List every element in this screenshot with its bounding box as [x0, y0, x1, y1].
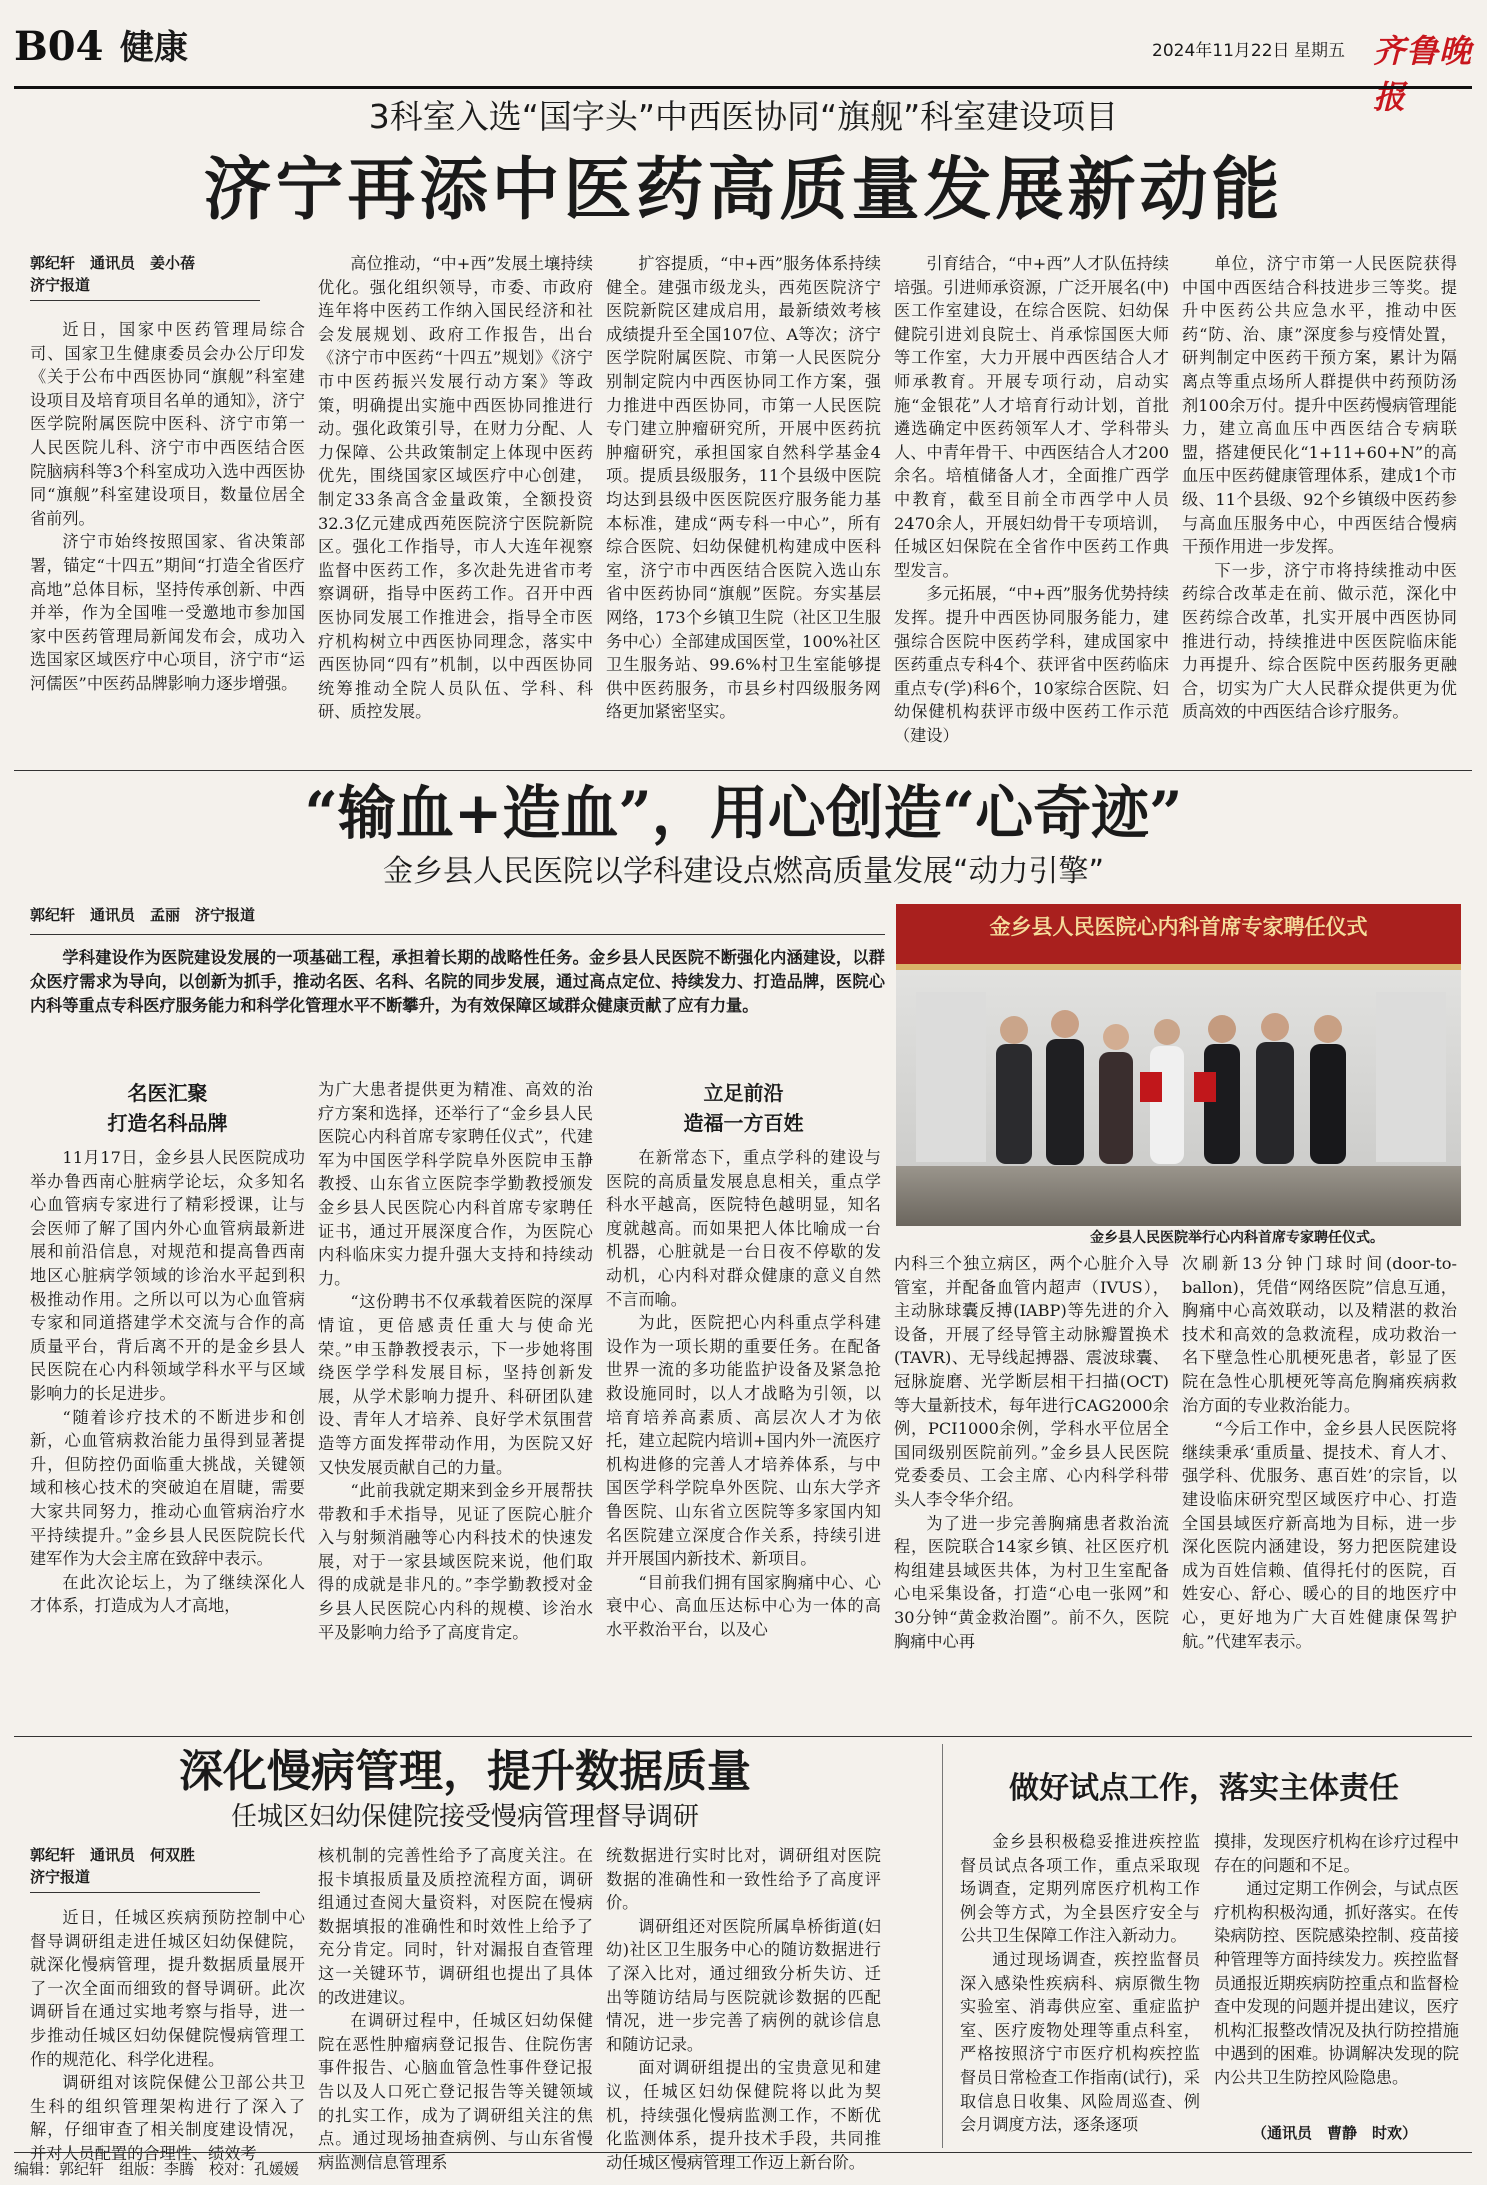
subhead-line-1: 名医汇聚: [127, 1081, 208, 1105]
paragraph: 核机制的完善性给予了高度关注。在报卡填报质量及质控流程方面，调研组通过查阅大量资料，对医院在慢病数据填报的准确性和时效性上给予了充分肯定。同时，针对漏报自查管理这一关键环节，调研组也提出了具体的改进建议。: [318, 1846, 593, 2007]
paragraph: 金乡县积极稳妥推进疾控监督员试点各项工作，重点采取现场调查，定期列席医疗机构工作例会等方式，为全县医疗安全与公共卫生保障工作注入新动力。: [960, 1832, 1200, 1946]
page-code: B04: [14, 23, 104, 70]
article3-byline: [30, 1844, 260, 1893]
paragraph: 为了进一步完善胸痛患者救治流程，医院联合14家乡镇、社区医疗机构组建县域医共体，为村卫生室配备心电采集设备，打造“心电一张网”和30分钟“黄金救治圈”。前不久，医院胸痛中心再: [894, 1513, 1169, 1651]
article2-column-3: [606, 1078, 881, 1726]
paragraph: “这份聘书不仅承载着医院的深厚情谊，更倍感责任重大与使命光荣。”申玉静教授表示，下一步她将围绕医学学科发展目标，坚持创新发展，从学术影响力提升、科研团队建设、青年人才培养、良好学术氛围营造等方面发挥带动作用，为医院又好又快发展贡献自己的力量。: [318, 1292, 593, 1477]
paragraph: 高位推动，“中+西”发展土壤持续优化。强化组织领导，市委、市政府连年将中医药工作纳入国民经济和社会发展规划、政府工作报告，出台《济宁市中医药“十四五”规划》《济宁市中医药振兴发展行动方案》等政策，明确提出实施中西医协同推进行动。强化政策引导，在财力分配、人力保障、公共政策制定上体现中医药优先，围绕国家区域医疗中心创建，制定33条高含金量政策，全额投资32.3亿元建成西苑医院济宁医院新院区。强化工作指导，市人大连年视察监督中医药工作，多次赴先进省市考察调研，指导中医药工作。召开中西医协同发展工作推进会，指导全市医疗机构树立中西医协同理念，落实中西医协同“四有”机制，以中西医协同统筹推动全院人员队伍、学科、科研、质控发展。: [318, 254, 593, 722]
article4-headline: 做好试点工作，落实主体责任: [1009, 1771, 1399, 1806]
paragraph: “此前我就定期来到金乡开展帮扶带教和手术指导，见证了医院心脏介入与射频消融等心内科技术的快速发展，对于一家县域医院来说，他们取得的成就是非凡的。”李学勤教授对金乡县人民医院心内科的规模、诊治水平及影响力给予了高度肯定。: [318, 1481, 593, 1642]
paragraph: 摸排，发现医疗机构在诊疗过程中存在的问题和不足。: [1214, 1832, 1459, 1875]
issue-date: 2024年11月22日: [1152, 41, 1290, 61]
article3-column-3: [606, 1844, 881, 2172]
article2-column-2: [318, 1078, 593, 1726]
article4-credit: （通讯员 曹静 时欢）: [1252, 2124, 1418, 2142]
article3-dateline: 济宁报道: [30, 1868, 91, 1886]
article1-dateline: 济宁报道: [30, 276, 91, 294]
paragraph: 通过定期工作例会，与试点医疗机构积极沟通，抓好落实。在传染病防控、医院感染控制、疫苗接种管理等方面持续发力。疾控监督员通报近期疾病防控重点和监督检查中发现的问题并提出建议，医疗机构汇报整改情况及执行防控措施中遇到的困难。协调解决发现的院内公共卫生防控风险隐患。: [1214, 1879, 1459, 2087]
article2-column-5: [1182, 1252, 1457, 1726]
ceremony-photo-graphic: [896, 904, 1461, 1226]
article1-kicker: 3科室入选“国字头”中西医协同“旗舰”科室建设项目: [368, 97, 1119, 136]
paragraph: 11月17日，金乡县人民医院成功举办鲁西南心脏病学论坛，众多知名心血管病专家进行了精彩授课，让与会医师了解了国内外心血管病最新进展和前沿信息，对规范和提高鲁西南地区心脏病学领域的诊治水平起到积极推动作用。之所以可以为心血管病专家和同道搭建学术交流与合作的高质量平台，背后离不开的是金乡县人民医院在心内科领域学科水平与区域影响力的长足进步。: [30, 1148, 305, 1403]
subhead-line-1: 立足前沿: [703, 1081, 784, 1105]
paragraph: 调研组对该院保健公卫部公共卫生科的组织管理架构进行了深入了解，仔细审查了相关制度建设情况，并对人员配置的合理性、绩效考: [30, 2073, 305, 2163]
paragraph: 扩容提质，“中+西”服务体系持续健全。建强市级龙头，西苑医院济宁医院新院区建成启用，最新绩效考核成绩提升至全国107位、A等次；济宁医学院附属医院、市第一人民医院分别制定院内中西医协同工作方案，强力推进中西医协同，市第一人民医院专门建立肿瘤研究所，开展中医药抗肿瘤研究，承担国家自然科学基金4项。提质县级服务，11个县级中医院均达到县级中医医院医疗服务能力基本标准，建成“两专科一中心”，所有综合医院、妇幼保健机构建成中医科室，济宁市中西医结合医院入选山东省中医药协同“旗舰”医院。夯实基层网络，173个乡镇卫生院（社区卫生服务中心）全部建成国医堂，100%社区卫生服务站、99.6%村卫生室能够提供中医药服务，市县乡村四级服务网络更加紧密坚实。: [606, 254, 881, 722]
article3-headline: 深化慢病管理，提升数据质量: [179, 1746, 751, 1797]
paragraph: 在新常态下，重点学科的建设与医院的高质量发展息息相关，重点学科水平越高，医院特色越明显，知名度就越高。而如果把人体比喻成一台机器，心脏就是一台日夜不停歇的发动机，心内科对群众健康的意义自然不言而喻。: [606, 1148, 881, 1309]
photo-banner-text: 金乡县人民医院心内科首席专家聘任仪式: [989, 915, 1368, 939]
paragraph: 在此次论坛上，为了继续深化人才体系，打造成为人才高地，: [30, 1572, 305, 1616]
article2-column-4: [894, 1252, 1169, 1726]
article1-column-4: [894, 252, 1169, 764]
paragraph: “目前我们拥有国家胸痛中心、心衰中心、高血压达标中心为一体的高水平救治平台，以及心: [606, 1572, 881, 1639]
article2-subheadline: 金乡县人民医院以学科建设点燃高质量发展“动力引擎”: [382, 854, 1105, 889]
footer-rule: [14, 2152, 1472, 2153]
editorial-credits: 编辑：郭纪轩 组版：李腾 校对：孔媛媛: [14, 2160, 300, 2178]
paragraph: 下一步，济宁市将持续推动中医药综合改革走在前、做示范，深化中医药综合改革，扎实开展中西医协同推进行动，持续推进中医医院临床能力再提升、综合医院中医药服务更融合，切实为广大人民群众提供更为优质高效的中西医结合诊疗服务。: [1182, 560, 1457, 722]
paragraph: 面对调研组提出的宝贵意见和建议，任城区妇幼保健院将以此为契机，持续强化慢病监测工作，不断优化监测体系，提升技术手段，共同推动任城区慢病管理工作迈上新台阶。: [606, 2058, 881, 2172]
lead-text: 学科建设作为医院建设发展的一项基础工程，承担着长期的战略性任务。金乡县人民医院不断强化内涵建设，以群众医疗需求为导向，以创新为抓手，推动名医、名科、名院的同步发展，通过高点定位、持续发力、打造品牌，医院心内科等重点专科医疗服务能力和科学化管理水平不断攀升，为有效保障区域群众健康贡献了应有力量。: [30, 948, 885, 1015]
paragraph: 单位，济宁市第一人民医院获得中国中西医结合科技进步三等奖。提升中医药公共应急水平，推动中医药“防、治、康”深度参与疫情处置，研判制定中医药干预方案，累计为隔离点等重点场所人群提供中药预防汤剂100余万付。提升中医药慢病管理能力，建立高血压中西医结合专病联盟，搭建便民化“1+11+60+N”的高血压中医药健康管理体系，建成1个市级、11个县级、92个乡镇级中医药参与高血压服务中心，中西医结合慢病干预作用进一步发挥。: [1182, 254, 1457, 557]
masthead-rule: [14, 86, 1472, 89]
paper-logo: 齐鲁晚报: [1373, 32, 1473, 116]
paragraph: 统数据进行实时比对，调研组对医院数据的准确性和一致性给予了高度评价。: [606, 1846, 881, 1913]
paragraph: 调研组还对医院所属阜桥街道(妇幼)社区卫生服务中心的随访数据进行了深入比对，通过细致分析失访、迁出等随访结局与医院就诊数据的匹配情况，进一步完善了病例的就诊信息和随访记录。: [606, 1916, 881, 2054]
subhead-line-2: 造福一方百姓: [683, 1111, 804, 1135]
paragraph: 近日，任城区疾病预防控制中心督导调研组走进任城区妇幼保健院，就深化慢病管理，提升数据质量展开了一次全面而细致的督导调研。此次调研旨在通过实地考察与指导，进一步推动任城区妇幼保健院慢病管理工作的规范化、科学化进程。: [30, 1908, 305, 2069]
paragraph: 为此，医院把心内科重点学科建设作为一项长期的重要任务。在配备世界一流的多功能监护设备及紧急抢救设施同时，以人才战略为引领，以培育培养高素质、高层次人才为依托，建立起院内培训+国内外一流医疗机构进修的完善人才培养体系，与中国医学科学院阜外医院、山东大学齐鲁医院、山东省立医院等多家国内知名医院建立深度合作关系，持续引进并开展国内新技术、新项目。: [606, 1313, 881, 1569]
section-divider: [14, 1736, 1472, 1737]
article1-column-2: [318, 252, 593, 764]
article1-column-5: [1182, 252, 1457, 764]
column-divider: [942, 1744, 943, 2148]
photo-caption: 金乡县人民医院举行心内科首席专家聘任仪式。: [1090, 1230, 1384, 1246]
paragraph: 多元拓展，“中+西”服务优势持续发挥。提升中西医协同服务能力，建强综合医院中医药学科，建成国家中医药重点专科4个、获评省中医药临床重点专(学)科6个，10家综合医院、妇幼保健机构获评市级中医药工作示范（建设）: [894, 584, 1169, 745]
article2-byline: [30, 904, 255, 926]
article2-headline: “输血+造血”，用心创造“心奇迹”: [304, 779, 1183, 847]
ceremony-photo: [896, 904, 1461, 1226]
article4-column-2: [1214, 1830, 1459, 2122]
subhead-line-2: 打造名科品牌: [107, 1111, 228, 1135]
article1-column-3: [606, 252, 881, 764]
article1-column-1: [30, 318, 305, 764]
paragraph: “随着诊疗技术的不断进步和创新，心血管病救治能力虽得到显著提升，但防控仍面临重大挑战，关键领域和核心技术的突破迫在眉睫，需要大家共同努力，推动心血管病治疗水平持续提升。”金乡县人民医院院长代建军作为大会主席在致辞中表示。: [30, 1407, 305, 1569]
article3-column-1: [30, 1906, 305, 2163]
article4-column-1: [960, 1830, 1200, 2146]
paragraph: 内科三个独立病区，两个心脏介入导管室，并配备血管内超声（IVUS），主动脉球囊反搏(IABP)等先进的介入设备，开展了经导管主动脉瓣置换术(TAVR)、无导线起搏器、震波球囊、冠脉旋磨、光学断层相干扫描(OCT)等大量新技术，每年进行CAG2000余例，PCI1000余例，学科水平位居全国同级别医院前列。”金乡县人民医院党委委员、工会主席、心内科学科带头人李令华介绍。: [894, 1254, 1169, 1509]
article1-headline: 济宁再添中医药高质量发展新动能: [203, 150, 1284, 230]
byline-rule: [30, 934, 885, 935]
paragraph: 引育结合，“中+西”人才队伍持续培强。引进师承资源，广泛开展名(中)医工作室建设，在综合医院、妇幼保健院引进刘良院士、肖承悰国医大师等工作室，大力开展中西医结合人才师承教育。开展专项行动，启动实施“金银花”人才培育行动计划，首批遴选确定中医药领军人才、学科带头人、中青年骨干、中西医结合人才200余名。培植储备人才，全面推广西学中教育，截至目前全市西学中人员2470余人，开展妇幼骨干专项培训，任城区妇保院在全省作中医药工作典型发言。: [894, 254, 1169, 580]
paragraph: 通过现场调查，疾控监督员深入感染性疾病科、病原微生物实验室、消毒供应室、重症监护室、医疗废物处理等重点科室，严格按照济宁市医疗机构疾控监督员日常检查工作指南(试行)，采取信息日收集、风险周巡查、例会月调度方法，逐条逐项: [960, 1949, 1200, 2135]
paragraph: 在调研过程中，任城区妇幼保健院在恶性肿瘤病登记报告、住院伤害事件报告、心脑血管急性事件登记报告以及人口死亡登记报告等关键领域的扎实工作，成为了调研组关注的焦点。通过现场抽查病例、与山东省慢病监测信息管理系: [318, 2011, 593, 2172]
section-name: 健康: [120, 28, 188, 68]
article2-column-1: [30, 1078, 305, 1726]
paragraph: 为广大患者提供更为精准、高效的治疗方案和选择，还举行了“金乡县人民医院心内科首席专家聘任仪式”，代建军为中国医学科学院阜外医院申玉静教授、山东省立医院李学勤教授颁发金乡县人民医院心内科首席专家聘任证书，通过开展深度合作，为医院心内科临床实力提升强大支持和持续动力。: [318, 1080, 593, 1288]
section-divider: [14, 770, 1472, 771]
issue-weekday: 星期五: [1294, 41, 1345, 61]
article2-lead: [30, 946, 885, 1066]
article1-byline: [30, 252, 260, 301]
article3-subheadline: 任城区妇幼保健院接受慢病管理督导调研: [230, 1802, 699, 1832]
paragraph: 次刷新13分钟门球时间(door-to-ballon)，凭借“网络医院”信息互通，胸痛中心高效联动，以及精湛的救治技术和高效的急救流程，成功救治一名下壁急性心肌梗死患者，彰显了医院在急性心肌梗死等高危胸痛疾病救治方面的专业救治能力。: [1182, 1254, 1457, 1415]
paragraph: “今后工作中，金乡县人民医院将继续秉承‘重质量、提技术、育人才、强学科、优服务、惠百姓’的宗旨，以建设临床研究型区域医疗中心、打造全国县域医疗新高地为目标，进一步深化医院内涵建设，努力把医院建设成为百姓信赖、值得托付的医院，百姓安心、舒心、暖心的目的地医疗中心，更好地为广大百姓健康保驾护航。”代建军表示。: [1182, 1419, 1457, 1651]
article3-column-2: [318, 1844, 593, 2172]
paragraph: 近日，国家中医药管理局综合司、国家卫生健康委员会办公厅印发《关于公布中西医协同“旗舰”科室建设项目及培育项目名单的通知》，济宁医学院附属医院中医科、济宁市第一人民医院儿科、济宁市中西医结合医院脑病科等3个科室成功入选中西医协同“旗舰”科室建设项目，数量位居全省前列。: [30, 320, 305, 528]
paragraph: 济宁市始终按照国家、省决策部署，锚定“十四五”期间“打造全省医疗高地”总体目标，坚持传承创新、中西并举，作为全国唯一受邀地市参加国家中医药管理局新闻发布会，成功入选国家区域医疗中心项目，济宁市“运河儒医”中医药品牌影响力逐步增强。: [30, 532, 305, 693]
article2-author: 郭纪轩 通讯员 孟丽 济宁报道: [30, 906, 256, 924]
article1-author: 郭纪轩 通讯员 姜小蓓: [30, 254, 196, 272]
article3-author: 郭纪轩 通讯员 何双胜: [30, 1846, 196, 1864]
